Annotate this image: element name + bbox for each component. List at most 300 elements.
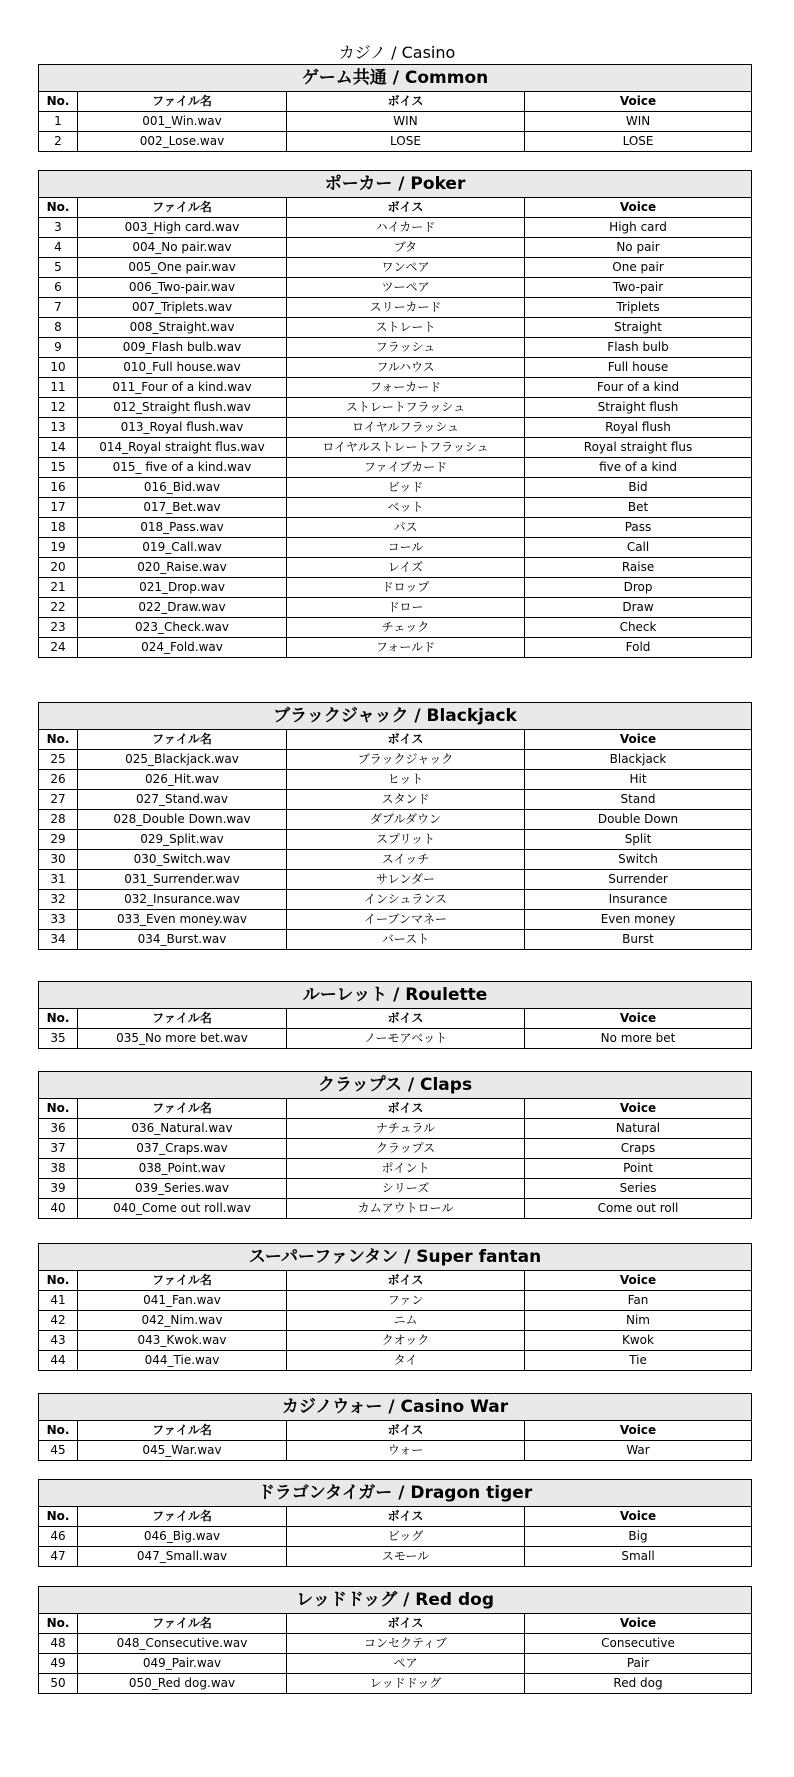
table-cell: 026_Hit.wav: [78, 770, 287, 790]
table-cell: 48: [39, 1634, 78, 1654]
table-cell: 50: [39, 1674, 78, 1694]
table-cell: Full house: [525, 358, 752, 378]
table-row: [39, 398, 752, 418]
table-cell: 038_Point.wav: [78, 1159, 287, 1179]
table-cell: Royal flush: [525, 418, 752, 438]
table-row: [39, 1119, 752, 1139]
table-cell: 018_Pass.wav: [78, 518, 287, 538]
column-header: No.: [39, 1421, 78, 1441]
column-header: ボイス: [287, 1271, 525, 1291]
column-header: Voice: [525, 1614, 752, 1634]
table-row: [39, 498, 752, 518]
table-cell: 011_Four of a kind.wav: [78, 378, 287, 398]
table-cell: 21: [39, 578, 78, 598]
table-row: [39, 338, 752, 358]
table-cell: 36: [39, 1119, 78, 1139]
table-cell: 27: [39, 790, 78, 810]
section-table: [38, 702, 752, 950]
table-row: [39, 870, 752, 890]
table-row: [39, 358, 752, 378]
table-cell: One pair: [525, 258, 752, 278]
column-header-row: [39, 1614, 752, 1634]
table-cell: 38: [39, 1159, 78, 1179]
table-cell: Bid: [525, 478, 752, 498]
table-cell: ビッド: [287, 478, 525, 498]
table-cell: 46: [39, 1527, 78, 1547]
table-row: [39, 1331, 752, 1351]
table-cell: 20: [39, 558, 78, 578]
section-title: ゲーム共通 / Common: [39, 65, 752, 92]
table-cell: 030_Switch.wav: [78, 850, 287, 870]
table-cell: レッドドッグ: [287, 1674, 525, 1694]
table-row: [39, 890, 752, 910]
column-header: No.: [39, 1614, 78, 1634]
table-row: [39, 1351, 752, 1371]
section-table: [38, 981, 752, 1049]
table-row: [39, 1159, 752, 1179]
column-header: Voice: [525, 730, 752, 750]
table-cell: 22: [39, 598, 78, 618]
table-cell: 25: [39, 750, 78, 770]
column-header: ファイル名: [78, 1271, 287, 1291]
table-cell: Tie: [525, 1351, 752, 1371]
column-header-row: [39, 1507, 752, 1527]
table-cell: 020_Raise.wav: [78, 558, 287, 578]
table-cell: Straight flush: [525, 398, 752, 418]
table-cell: Natural: [525, 1119, 752, 1139]
section-title: カジノウォー / Casino War: [39, 1394, 752, 1421]
table-cell: Pass: [525, 518, 752, 538]
table-cell: コール: [287, 538, 525, 558]
table-cell: 016_Bid.wav: [78, 478, 287, 498]
table-cell: Straight: [525, 318, 752, 338]
table-cell: 39: [39, 1179, 78, 1199]
table-row: [39, 418, 752, 438]
table-cell: War: [525, 1441, 752, 1461]
table-cell: 15: [39, 458, 78, 478]
table-cell: 049_Pair.wav: [78, 1654, 287, 1674]
table-cell: ファン: [287, 1291, 525, 1311]
table-cell: 003_High card.wav: [78, 218, 287, 238]
table-cell: High card: [525, 218, 752, 238]
table-cell: Even money: [525, 910, 752, 930]
column-header: ファイル名: [78, 1507, 287, 1527]
table-cell: ロイヤルフラッシュ: [287, 418, 525, 438]
section-table: [38, 64, 752, 152]
table-cell: ハイカード: [287, 218, 525, 238]
table-cell: Royal straight flus: [525, 438, 752, 458]
column-header: No.: [39, 92, 78, 112]
table-cell: 010_Full house.wav: [78, 358, 287, 378]
table-cell: ウォー: [287, 1441, 525, 1461]
table-cell: 32: [39, 890, 78, 910]
table-cell: 4: [39, 238, 78, 258]
table-row: [39, 1139, 752, 1159]
table-cell: 19: [39, 538, 78, 558]
column-header: Voice: [525, 1099, 752, 1119]
table-cell: 040_Come out roll.wav: [78, 1199, 287, 1219]
table-cell: 005_One pair.wav: [78, 258, 287, 278]
table-row: [39, 1547, 752, 1567]
table-cell: 022_Draw.wav: [78, 598, 287, 618]
table-cell: Draw: [525, 598, 752, 618]
table-cell: Two-pair: [525, 278, 752, 298]
column-header: ボイス: [287, 1421, 525, 1441]
table-cell: 43: [39, 1331, 78, 1351]
table-cell: 006_Two-pair.wav: [78, 278, 287, 298]
table-cell: 2: [39, 132, 78, 152]
table-row: [39, 810, 752, 830]
section-table: [38, 1479, 752, 1567]
table-row: [39, 478, 752, 498]
column-header-row: [39, 92, 752, 112]
table-cell: 17: [39, 498, 78, 518]
table-row: [39, 1634, 752, 1654]
table-cell: Small: [525, 1547, 752, 1567]
table-cell: 024_Fold.wav: [78, 638, 287, 658]
table-cell: 9: [39, 338, 78, 358]
table-cell: WIN: [287, 112, 525, 132]
table-cell: 008_Straight.wav: [78, 318, 287, 338]
table-cell: Surrender: [525, 870, 752, 890]
table-cell: 3: [39, 218, 78, 238]
table-cell: 26: [39, 770, 78, 790]
column-header: No.: [39, 1507, 78, 1527]
table-cell: ドロップ: [287, 578, 525, 598]
table-cell: 42: [39, 1311, 78, 1331]
column-header: ファイル名: [78, 1009, 287, 1029]
table-cell: 025_Blackjack.wav: [78, 750, 287, 770]
table-cell: 40: [39, 1199, 78, 1219]
column-header: No.: [39, 1099, 78, 1119]
table-cell: 046_Big.wav: [78, 1527, 287, 1547]
table-cell: Insurance: [525, 890, 752, 910]
table-cell: 7: [39, 298, 78, 318]
table-cell: 001_Win.wav: [78, 112, 287, 132]
table-row: [39, 538, 752, 558]
table-cell: Blackjack: [525, 750, 752, 770]
table-cell: スリーカード: [287, 298, 525, 318]
table-cell: スプリット: [287, 830, 525, 850]
table-cell: 021_Drop.wav: [78, 578, 287, 598]
table-row: [39, 790, 752, 810]
column-header: Voice: [525, 1271, 752, 1291]
table-cell: Call: [525, 538, 752, 558]
table-cell: 34: [39, 930, 78, 950]
table-cell: ストレートフラッシュ: [287, 398, 525, 418]
section-table: [38, 1393, 752, 1461]
table-cell: 30: [39, 850, 78, 870]
table-cell: 044_Tie.wav: [78, 1351, 287, 1371]
table-cell: 1: [39, 112, 78, 132]
table-row: [39, 458, 752, 478]
table-cell: 037_Craps.wav: [78, 1139, 287, 1159]
table-cell: 007_Triplets.wav: [78, 298, 287, 318]
column-header: ボイス: [287, 1614, 525, 1634]
table-cell: パス: [287, 518, 525, 538]
column-header: Voice: [525, 92, 752, 112]
table-cell: No pair: [525, 238, 752, 258]
table-cell: サレンダー: [287, 870, 525, 890]
table-cell: 16: [39, 478, 78, 498]
table-row: [39, 1311, 752, 1331]
table-cell: ビッグ: [287, 1527, 525, 1547]
table-cell: WIN: [525, 112, 752, 132]
table-row: [39, 218, 752, 238]
column-header: ボイス: [287, 92, 525, 112]
page-title: カジノ / Casino: [338, 43, 456, 62]
table-cell: 050_Red dog.wav: [78, 1674, 287, 1694]
column-header: ファイル名: [78, 730, 287, 750]
table-cell: Pair: [525, 1654, 752, 1674]
column-header: ボイス: [287, 1009, 525, 1029]
column-header: ファイル名: [78, 1614, 287, 1634]
table-cell: フルハウス: [287, 358, 525, 378]
table-row: [39, 910, 752, 930]
table-cell: スイッチ: [287, 850, 525, 870]
table-cell: 23: [39, 618, 78, 638]
table-cell: 032_Insurance.wav: [78, 890, 287, 910]
table-cell: Nim: [525, 1311, 752, 1331]
table-cell: 13: [39, 418, 78, 438]
table-cell: Consecutive: [525, 1634, 752, 1654]
table-cell: バースト: [287, 930, 525, 950]
table-cell: Split: [525, 830, 752, 850]
table-row: [39, 558, 752, 578]
column-header: ファイル名: [78, 92, 287, 112]
section-title: ポーカー / Poker: [39, 171, 752, 198]
section-title: ルーレット / Roulette: [39, 982, 752, 1009]
column-header: Voice: [525, 198, 752, 218]
section-table: [38, 1071, 752, 1219]
table-row: [39, 258, 752, 278]
table-row: [39, 438, 752, 458]
table-cell: Drop: [525, 578, 752, 598]
table-cell: LOSE: [287, 132, 525, 152]
table-cell: 043_Kwok.wav: [78, 1331, 287, 1351]
table-cell: 11: [39, 378, 78, 398]
table-cell: 49: [39, 1654, 78, 1674]
table-cell: 047_Small.wav: [78, 1547, 287, 1567]
table-cell: ベット: [287, 498, 525, 518]
table-row: [39, 1527, 752, 1547]
table-cell: Series: [525, 1179, 752, 1199]
table-row: [39, 578, 752, 598]
table-cell: 023_Check.wav: [78, 618, 287, 638]
table-cell: 015_ five of a kind.wav: [78, 458, 287, 478]
table-cell: ニム: [287, 1311, 525, 1331]
table-row: [39, 278, 752, 298]
table-cell: 004_No pair.wav: [78, 238, 287, 258]
column-header: ボイス: [287, 198, 525, 218]
table-cell: ノーモアベット: [287, 1029, 525, 1049]
table-cell: ペア: [287, 1654, 525, 1674]
table-cell: ワンペア: [287, 258, 525, 278]
section-table: [38, 1243, 752, 1371]
table-row: [39, 1674, 752, 1694]
section-title: レッドドッグ / Red dog: [39, 1587, 752, 1614]
table-row: [39, 1029, 752, 1049]
table-row: [39, 1441, 752, 1461]
table-cell: 44: [39, 1351, 78, 1371]
table-cell: 31: [39, 870, 78, 890]
table-cell: 027_Stand.wav: [78, 790, 287, 810]
table-cell: フォーカード: [287, 378, 525, 398]
table-cell: 24: [39, 638, 78, 658]
table-cell: ヒット: [287, 770, 525, 790]
table-cell: five of a kind: [525, 458, 752, 478]
table-cell: 12: [39, 398, 78, 418]
section-title: スーパーファンタン / Super fantan: [39, 1244, 752, 1271]
table-cell: 8: [39, 318, 78, 338]
table-cell: ツーペア: [287, 278, 525, 298]
table-cell: Bet: [525, 498, 752, 518]
table-cell: ブラックジャック: [287, 750, 525, 770]
column-header-row: [39, 198, 752, 218]
table-cell: シリーズ: [287, 1179, 525, 1199]
table-cell: No more bet: [525, 1029, 752, 1049]
table-cell: Check: [525, 618, 752, 638]
table-cell: Burst: [525, 930, 752, 950]
table-cell: Big: [525, 1527, 752, 1547]
table-row: [39, 378, 752, 398]
table-cell: 41: [39, 1291, 78, 1311]
table-cell: 009_Flash bulb.wav: [78, 338, 287, 358]
column-header: Voice: [525, 1009, 752, 1029]
table-cell: LOSE: [525, 132, 752, 152]
table-cell: 5: [39, 258, 78, 278]
table-row: [39, 318, 752, 338]
table-cell: 33: [39, 910, 78, 930]
table-cell: 012_Straight flush.wav: [78, 398, 287, 418]
column-header-row: [39, 1099, 752, 1119]
table-cell: 29: [39, 830, 78, 850]
table-cell: Come out roll: [525, 1199, 752, 1219]
table-cell: 034_Burst.wav: [78, 930, 287, 950]
table-row: [39, 112, 752, 132]
table-cell: フォールド: [287, 638, 525, 658]
column-header: No.: [39, 198, 78, 218]
column-header: ボイス: [287, 730, 525, 750]
table-cell: イーブンマネー: [287, 910, 525, 930]
table-cell: カムアウトロール: [287, 1199, 525, 1219]
column-header-row: [39, 1009, 752, 1029]
table-row: [39, 132, 752, 152]
table-cell: Fan: [525, 1291, 752, 1311]
table-cell: 18: [39, 518, 78, 538]
table-cell: 6: [39, 278, 78, 298]
table-row: [39, 850, 752, 870]
table-cell: フラッシュ: [287, 338, 525, 358]
table-cell: 036_Natural.wav: [78, 1119, 287, 1139]
table-cell: タイ: [287, 1351, 525, 1371]
table-cell: 031_Surrender.wav: [78, 870, 287, 890]
column-header: ファイル名: [78, 1099, 287, 1119]
column-header-row: [39, 1421, 752, 1441]
table-cell: 35: [39, 1029, 78, 1049]
table-row: [39, 298, 752, 318]
table-cell: Flash bulb: [525, 338, 752, 358]
table-row: [39, 618, 752, 638]
table-cell: 14: [39, 438, 78, 458]
table-row: [39, 830, 752, 850]
table-cell: Double Down: [525, 810, 752, 830]
table-cell: 014_Royal straight flus.wav: [78, 438, 287, 458]
table-cell: Point: [525, 1159, 752, 1179]
table-cell: Kwok: [525, 1331, 752, 1351]
table-cell: Fold: [525, 638, 752, 658]
table-cell: 37: [39, 1139, 78, 1159]
table-row: [39, 638, 752, 658]
table-cell: 28: [39, 810, 78, 830]
table-cell: クラップス: [287, 1139, 525, 1159]
table-cell: 002_Lose.wav: [78, 132, 287, 152]
table-row: [39, 238, 752, 258]
table-cell: 033_Even money.wav: [78, 910, 287, 930]
column-header: Voice: [525, 1421, 752, 1441]
column-header-row: [39, 730, 752, 750]
table-cell: 013_Royal flush.wav: [78, 418, 287, 438]
column-header-row: [39, 1271, 752, 1291]
table-cell: 042_Nim.wav: [78, 1311, 287, 1331]
section-table: [38, 1586, 752, 1694]
table-cell: ポイント: [287, 1159, 525, 1179]
table-cell: ストレート: [287, 318, 525, 338]
column-header: No.: [39, 1271, 78, 1291]
table-row: [39, 518, 752, 538]
table-row: [39, 750, 752, 770]
table-cell: 045_War.wav: [78, 1441, 287, 1461]
table-cell: ナチュラル: [287, 1119, 525, 1139]
table-row: [39, 930, 752, 950]
section-title: ブラックジャック / Blackjack: [39, 703, 752, 730]
table-cell: Craps: [525, 1139, 752, 1159]
table-cell: 47: [39, 1547, 78, 1567]
table-cell: Red dog: [525, 1674, 752, 1694]
table-cell: ブタ: [287, 238, 525, 258]
table-cell: 10: [39, 358, 78, 378]
table-cell: 048_Consecutive.wav: [78, 1634, 287, 1654]
section-title: クラップス / Claps: [39, 1072, 752, 1099]
table-cell: ファイブカード: [287, 458, 525, 478]
table-cell: ロイヤルストレートフラッシュ: [287, 438, 525, 458]
table-row: [39, 1179, 752, 1199]
table-cell: 019_Call.wav: [78, 538, 287, 558]
table-cell: 45: [39, 1441, 78, 1461]
table-cell: Hit: [525, 770, 752, 790]
table-row: [39, 1199, 752, 1219]
column-header: No.: [39, 730, 78, 750]
table-cell: ダブルダウン: [287, 810, 525, 830]
column-header: ボイス: [287, 1099, 525, 1119]
table-cell: スタンド: [287, 790, 525, 810]
table-cell: Triplets: [525, 298, 752, 318]
table-cell: Switch: [525, 850, 752, 870]
column-header: ボイス: [287, 1507, 525, 1527]
table-row: [39, 1291, 752, 1311]
table-cell: チェック: [287, 618, 525, 638]
column-header: Voice: [525, 1507, 752, 1527]
table-cell: 028_Double Down.wav: [78, 810, 287, 830]
table-cell: 017_Bet.wav: [78, 498, 287, 518]
table-row: [39, 1654, 752, 1674]
table-cell: ドロー: [287, 598, 525, 618]
column-header: ファイル名: [78, 198, 287, 218]
table-cell: レイズ: [287, 558, 525, 578]
table-cell: コンセクティブ: [287, 1634, 525, 1654]
table-cell: 029_Split.wav: [78, 830, 287, 850]
table-cell: Four of a kind: [525, 378, 752, 398]
